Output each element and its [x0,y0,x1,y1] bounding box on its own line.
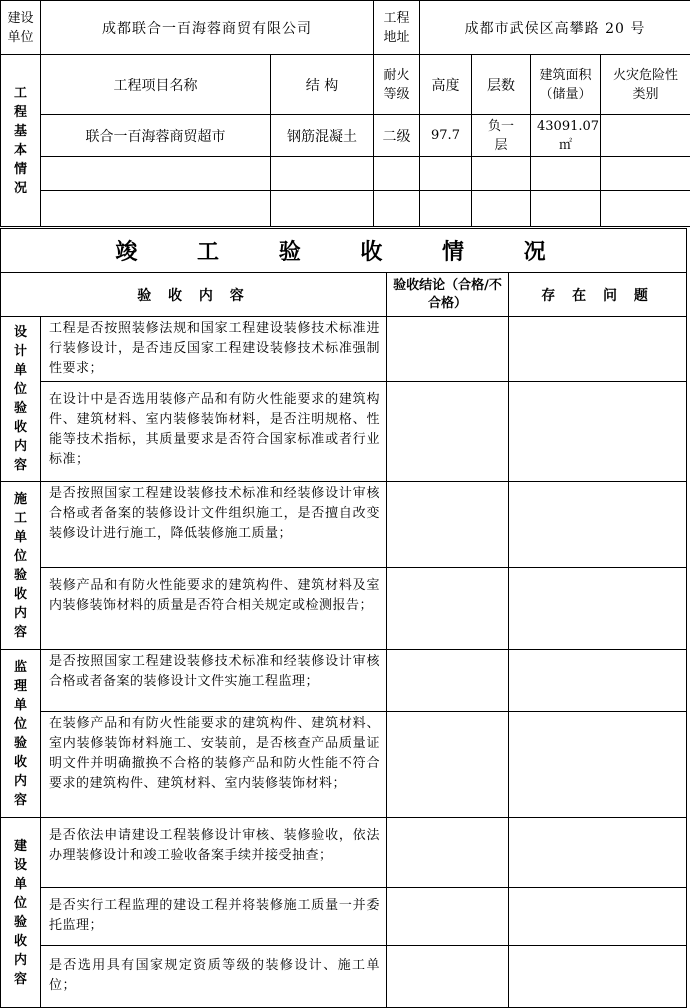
group-label-owner: 建设单位验收内容 [1,818,41,1008]
conclusion-cell [387,317,509,382]
col-structure: 结 构 [271,55,374,115]
col-floors: 层数 [472,55,531,115]
acceptance-title: 竣 工 验 收 情 况 [1,229,687,273]
group-label-design: 设计单位验收内容 [1,317,41,482]
address-label: 工程地址 [374,1,420,55]
basic-info-side-label: 工程基本情况 [1,55,41,227]
empty-cell [271,157,374,191]
issue-cell [509,888,687,946]
conclusion-cell [387,382,509,482]
check-item: 工程是否按照装修法规和国家工程建设装修技术标准进行装修设计，是否违反国家工程建设装修技术标准强制性要求； [41,317,387,382]
project-fire-rating: 二级 [374,115,420,157]
issue-cell [509,818,687,888]
conclusion-cell [387,568,509,650]
check-item: 是否依法申请建设工程装修设计审核、装修验收，依法办理装修设计和竣工验收备案手续并接受抽查； [41,818,387,888]
empty-cell [601,157,690,191]
col-area: 建筑面积（储量） [531,55,601,115]
builder-value: 成都联合一百海蓉商贸有限公司 [41,1,374,55]
empty-cell [374,191,420,227]
group-label-construction: 施工单位验收内容 [1,482,41,650]
empty-cell [271,191,374,227]
col-hazard: 火灾危险性类别 [601,55,690,115]
issue-cell [509,946,687,1008]
project-structure: 钢筋混凝土 [271,115,374,157]
empty-cell [601,191,690,227]
check-item: 在装修产品和有防火性能要求的建筑构件、建筑材料、室内装修装饰材料施工、安装前，是否核查产品质量证明文件并明确撤换不合格的装修产品和防火性能不符合要求的建筑构件、建筑材料、室内装修装饰材料； [41,712,387,818]
conclusion-cell [387,650,509,712]
check-item: 是否按照国家工程建设装修技术标准和经装修设计审核合格或者备案的装修设计文件实施工程监理； [41,650,387,712]
acceptance-table [0,228,687,1008]
col-content: 验 收 内 容 [1,273,387,317]
col-height: 高度 [420,55,472,115]
issue-cell [509,568,687,650]
col-conclusion: 验收结论（合格/不合格） [387,273,509,317]
check-item: 是否实行工程监理的建设工程并将装修施工质量一并委托监理； [41,888,387,946]
issue-cell [509,317,687,382]
empty-cell [420,191,472,227]
col-project-name: 工程项目名称 [41,55,271,115]
empty-cell [472,191,531,227]
check-item: 是否按照国家工程建设装修技术标准和经装修设计审核合格或者备案的装修设计文件组织施工，是否擅自改变装修设计进行施工，降低装修施工质量； [41,482,387,568]
empty-cell [531,191,601,227]
conclusion-cell [387,818,509,888]
issue-cell [509,712,687,818]
issue-cell [509,382,687,482]
empty-cell [472,157,531,191]
conclusion-cell [387,888,509,946]
check-item: 在设计中是否选用装修产品和有防火性能要求的建筑构件、建筑材料、室内装修装饰材料，是否注明规格、性能等技术指标，其质量要求是否符合国家标准或者行业标准； [41,382,387,482]
conclusion-cell [387,712,509,818]
issue-cell [509,650,687,712]
conclusion-cell [387,482,509,568]
col-fire-rating: 耐火等级 [374,55,420,115]
group-label-supervision: 监理单位验收内容 [1,650,41,818]
issue-cell [509,482,687,568]
conclusion-cell [387,946,509,1008]
empty-cell [41,157,271,191]
project-name: 联合一百海蓉商贸超市 [41,115,271,157]
check-item: 是否选用具有国家规定资质等级的装修设计、施工单位； [41,946,387,1008]
empty-cell [420,157,472,191]
project-height: 97.7 [420,115,472,157]
project-area: 43091.07 ㎡ [531,115,601,157]
empty-cell [531,157,601,191]
address-value: 成都市武侯区高攀路 20 号 [420,1,690,55]
basic-info-table [0,0,690,227]
builder-label: 建设单位 [1,1,41,55]
check-item: 装修产品和有防火性能要求的建筑构件、建筑材料及室内装修装饰材料的质量是否符合相关规定或检测报告； [41,568,387,650]
empty-cell [374,157,420,191]
empty-cell [41,191,271,227]
col-issues: 存 在 问 题 [509,273,687,317]
project-hazard [601,115,690,157]
project-floors: 负一层 [472,115,531,157]
